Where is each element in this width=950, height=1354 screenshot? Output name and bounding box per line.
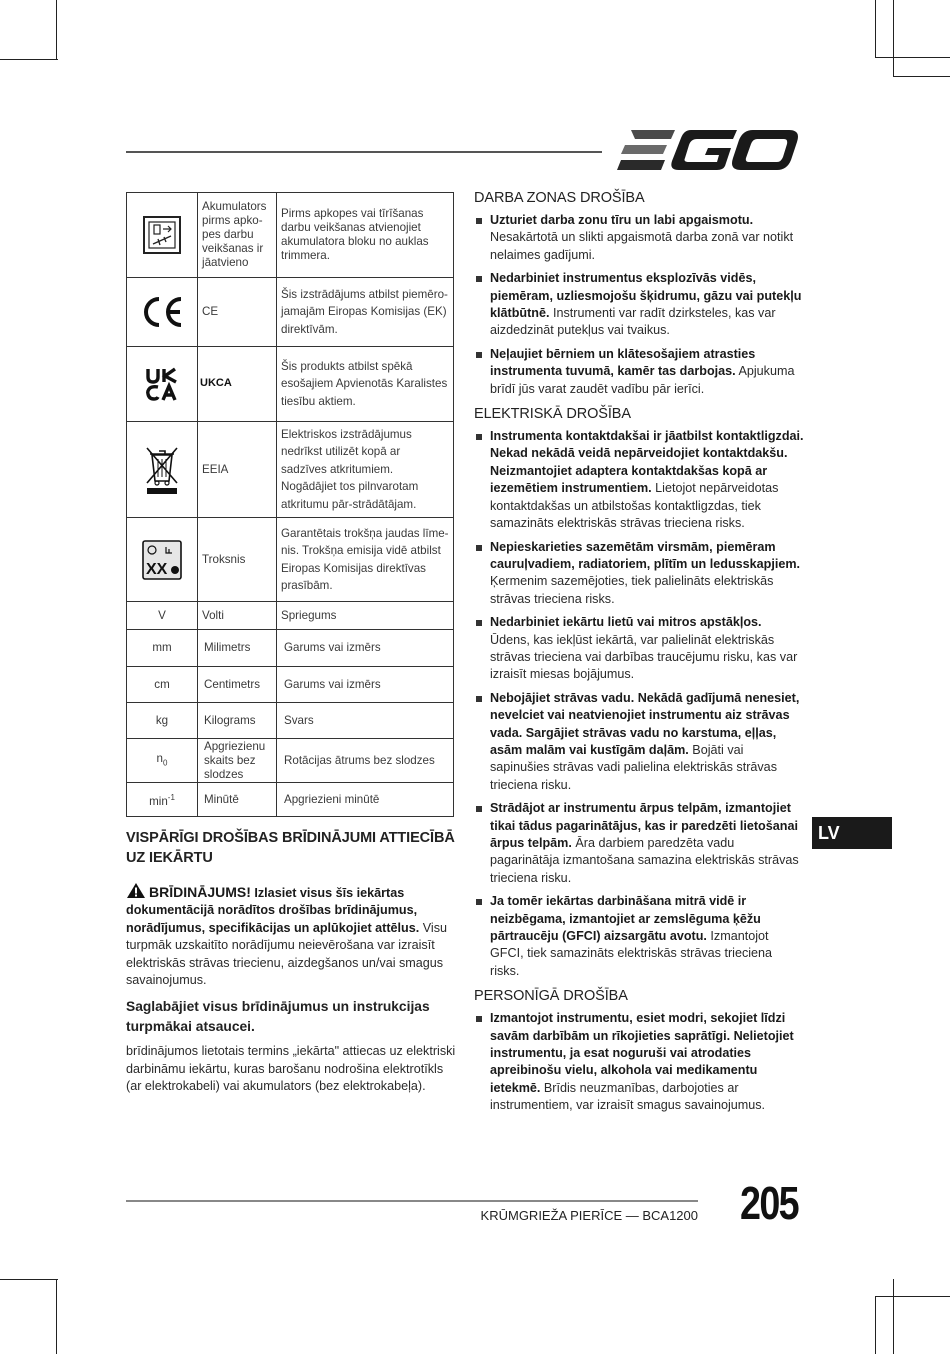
list-item-bold: Nepieskarieties sazemētām virsmām, piemēram cauruļvadiem, radiatoriem, plītīm un ledusskapjiem. <box>490 539 801 571</box>
symbol-description: Pirms apkopes vai tīrīšanas darbu veikšanas atvienojiet akumulatora bloku no auklas trimmera. <box>277 193 454 278</box>
warning-label: BRĪDINĀJUMS! <box>149 884 251 900</box>
bullet-square-icon <box>476 620 482 626</box>
bullet-square-icon <box>476 218 482 224</box>
table-row <box>127 422 454 518</box>
bullet-square-icon <box>476 806 482 812</box>
symbol-description: Apgriezieni minūtē <box>277 783 454 817</box>
list-item <box>474 800 804 887</box>
table-row <box>127 703 454 739</box>
crop-mark <box>875 1296 876 1354</box>
unit-symbol: n <box>156 751 163 765</box>
table-row <box>127 630 454 667</box>
list-item-text: Lietojot nepārveidotas kontaktdakšas un atbilstošas kontaktligzdas, tiek samazināts elektriskās strāvas trieciena risks. <box>490 481 779 531</box>
bullet-square-icon <box>476 1016 482 1022</box>
list-item-bold: Izmantojot instrumentu, esiet modri, sekojiet līdzi savām darbībām un rīkojieties saprātīgi. Nelietojiet instrumentu, ja esat noguruši vai atrodaties apreibinošu vielu, alkohola vai medikamentu ietekmē. <box>490 1011 794 1095</box>
ego-logo <box>617 128 799 172</box>
symbol-name: UKCA <box>198 347 277 422</box>
warning-icon <box>126 882 146 899</box>
table-row <box>127 739 454 783</box>
list-item <box>474 614 804 684</box>
bullet-square-icon <box>476 352 482 358</box>
table-row <box>127 602 454 630</box>
table-row <box>127 667 454 703</box>
crop-mark <box>56 1279 57 1354</box>
crop-mark <box>893 1279 894 1354</box>
list-item-text: Bojāti vai sapinušies strāvas vadi palielina elektriskās strāvas trieciena risku. <box>490 742 777 792</box>
list-item <box>474 346 804 398</box>
list-item <box>474 428 804 532</box>
symbols-table <box>126 192 454 817</box>
footer-rule <box>126 1200 698 1202</box>
keep-instructions-heading: Saglabājiet visus brīdinājumus un instrukcijas turpmākai atsaucei. <box>126 999 430 1035</box>
list-item-bold: Instrumenta kontaktdakšai ir jāatbilst kontaktligzdai. Nekad nekādā veidā nepārveidojiet kontaktdakšu. Neizmantojiet adaptera kontaktdakšas kopā ar iezemētiem instrumentiem. <box>490 429 804 496</box>
bullet-square-icon <box>476 696 482 702</box>
crop-mark <box>0 59 58 60</box>
left-column <box>126 828 456 1096</box>
symbol-description: Spriegums <box>277 602 454 630</box>
unit-superscript: -1 <box>167 792 175 802</box>
symbol-name: Centimetrs <box>198 667 277 703</box>
page-number: 205 <box>740 1177 799 1229</box>
symbol-description: Garums vai izmērs <box>277 630 454 667</box>
symbol-name: Milimetrs <box>198 630 277 667</box>
symbol-name: CE <box>198 278 277 347</box>
list-item <box>474 1010 804 1114</box>
warning-bold-text: Izlasiet visus šīs iekārtas dokumentācijā norādītos drošības brīdinājumus, norādījumus, specifikācijas un aplūkojiet attēlus. <box>126 886 420 935</box>
crop-mark <box>875 57 950 58</box>
symbol-description: Svars <box>277 703 454 739</box>
bullet-square-icon <box>476 276 482 282</box>
battery-removal-icon <box>127 193 198 278</box>
definition-text: brīdinājumos lietotais termins „iekārta" attiecas uz elektriski darbināmu iekārtu, kuras barošanu nodrošina elektrotīkls (ar elektrokabeli) vai akumulators (bez elektrokabeļa). <box>126 1044 456 1094</box>
list-item-text: Āra darbiem paredzēta vadu pagarinātāja izmantošana samazina elektriskās strāvas trieciena risku. <box>490 836 799 885</box>
table-row <box>127 518 454 602</box>
bullet-square-icon <box>476 545 482 551</box>
section-heading: VISPĀRĪGI DROŠĪBAS BRĪDINĀJUMI ATTIECĪBĀ UZ IEKĀRTU <box>126 830 455 866</box>
table-row <box>127 347 454 422</box>
crop-mark <box>56 0 57 60</box>
list-item-text: Ūdens, kas iekļūst iekārtā, var palielināt elektriskās strāvas trieciena vai darbības traucējumu risku, kas var izraisīt miesas bojājumus. <box>490 632 798 682</box>
bullet-list <box>474 1010 804 1114</box>
list-item <box>474 893 804 980</box>
table-row <box>127 783 454 817</box>
list-item <box>474 539 804 609</box>
section-heading: ELEKTRISKĀ DROŠĪBA <box>474 406 631 423</box>
unit-symbol: cm <box>127 667 198 703</box>
warning-paragraph <box>126 882 456 989</box>
symbol-name: EEIA <box>198 422 277 518</box>
bullet-square-icon <box>476 434 482 440</box>
bullet-square-icon <box>476 899 482 905</box>
unit-symbol: V <box>127 602 198 630</box>
warning-text: Visu turpmāk uzskaitīto norādījumu neievērošana var izraisīt elektriskās strāvas triecienu, aizdegšanos un/vai smagus savainojumus. <box>126 920 448 988</box>
list-item-bold: Nebojājiet strāvas vadu. Nekādā gadījumā nenesiet, nevelciet vai neatvienojiet instrumentu aiz strāvas vada. Sargājiet strāvas vadu no karstuma, eļļas, asām malām vai kustīgām daļām. <box>490 690 800 757</box>
list-item <box>474 212 804 264</box>
list-item-bold: Neļaujiet bērniem un klātesošajiem atrasties instrumenta tuvumā, kamēr tas darbojas. <box>490 346 756 379</box>
noise-level-icon <box>127 518 198 602</box>
table-row <box>127 193 454 278</box>
language-tab: LV <box>812 817 892 849</box>
footer-title: KRŪMGRIEŽA PIERĪCE — BCA1200 <box>480 1208 698 1223</box>
list-item <box>474 270 804 340</box>
ukca-mark-icon <box>127 347 198 422</box>
ce-mark-icon <box>127 278 198 347</box>
crop-mark <box>893 76 950 77</box>
symbol-description: Šis produkts atbilst spēkā esošajiem Apvienotās Karalistes tiesību aktiem. <box>277 347 454 422</box>
list-item-bold: Uzturiet darba zonu tīru un labi apgaismotu. <box>490 213 754 227</box>
symbol-description: Garums vai izmērs <box>277 667 454 703</box>
list-item-text: Ķermenim sazemējoties, tiek palielināts elektriskās strāvas trieciena risks. <box>490 574 774 606</box>
symbol-name: Volti <box>198 602 277 630</box>
unit-subscript: 0 <box>163 757 168 767</box>
list-item-bold: Nedarbiniet iekārtu lietū vai mitros apstākļos. <box>490 615 762 630</box>
list-item-text: Brīdis neuzmanības, darbojoties ar instrumentiem, var izraisīt smagus savainojumus. <box>490 1080 766 1113</box>
list-item-text: Instrumenti var radīt dzirksteles, kas var aizdedzināt putekļus vai tvaikus. <box>490 306 776 338</box>
symbol-name: Akumulators pirms apko-pes darbu veikšanas ir jāatvieno <box>202 200 267 269</box>
list-item-text: Izmantojot GFCI, tiek samazināts elektriskās strāvas trieciena risks. <box>490 929 773 978</box>
symbol-name: Minūtē <box>198 783 277 817</box>
crop-mark <box>875 0 876 58</box>
symbol-name: Troksnis <box>198 518 277 602</box>
list-item-bold: Nedarbiniet instrumentus eksplozīvās vidēs, piemēram, uzliesmojošu šķidrumu, gāzu vai putekļu klātbūtnē. <box>490 271 802 321</box>
symbol-description: Elektriskos izstrādājumus nedrīkst utilizēt kopā ar sadzīves atkritumiem. Nogādājiet tos pilnvarotam atkritumu pār-strādātājam. <box>277 422 454 518</box>
right-column <box>474 188 804 1121</box>
unit-symbol: mm <box>127 630 198 667</box>
header-rule <box>126 151 602 153</box>
weee-bin-icon <box>127 422 198 518</box>
list-item-bold: Strādājot ar instrumentu ārpus telpām, izmantojiet tikai tādus pagarinātājus, kas ir paredzēti lietošanai ārpus telpām. <box>490 801 798 850</box>
unit-symbol: min <box>149 794 168 808</box>
section-heading: DARBA ZONAS DROŠĪBA <box>474 190 645 206</box>
crop-mark <box>875 1296 950 1297</box>
bullet-list <box>474 212 804 398</box>
list-item-text: Apjukuma brīdī jūs varat zaudēt vadību pār ierīci. <box>490 364 795 396</box>
crop-mark <box>893 0 894 76</box>
list-item <box>474 690 804 794</box>
symbol-name: Apgriezienu skaits bez slodzes <box>204 739 266 781</box>
symbol-description: Šis izstrādājums atbilst piemēro-jamajām Eiropas Komisijas (EK) direktīvām. <box>277 278 454 347</box>
crop-mark <box>0 1279 58 1280</box>
list-item-text: Nesakārtotā un slikti apgaismotā darba zonā var notikt nelaimes gadījumi. <box>490 230 794 262</box>
symbol-description: Garantētais trokšņa jaudas līme-nis. Trokšņa emisija vidē atbilst Eiropas Komisijas direktīvas prasībām. <box>277 518 454 602</box>
bullet-list <box>474 428 804 980</box>
unit-symbol: kg <box>127 703 198 739</box>
list-item-bold: Ja tomēr iekārtas darbināšana mitrā vidē ir neizbēgama, izmantojiet ar zemslēguma ķēžu pārtraucēju (GFCI) aizsargātu avotu. <box>490 894 761 944</box>
section-heading: PERSONĪGĀ DROŠĪBA <box>474 988 628 1005</box>
symbol-name: Kilograms <box>198 703 277 739</box>
symbol-description: Rotācijas ātrums bez slodzes <box>277 739 454 783</box>
table-row <box>127 278 454 347</box>
noise-level-value: XX <box>146 560 168 578</box>
